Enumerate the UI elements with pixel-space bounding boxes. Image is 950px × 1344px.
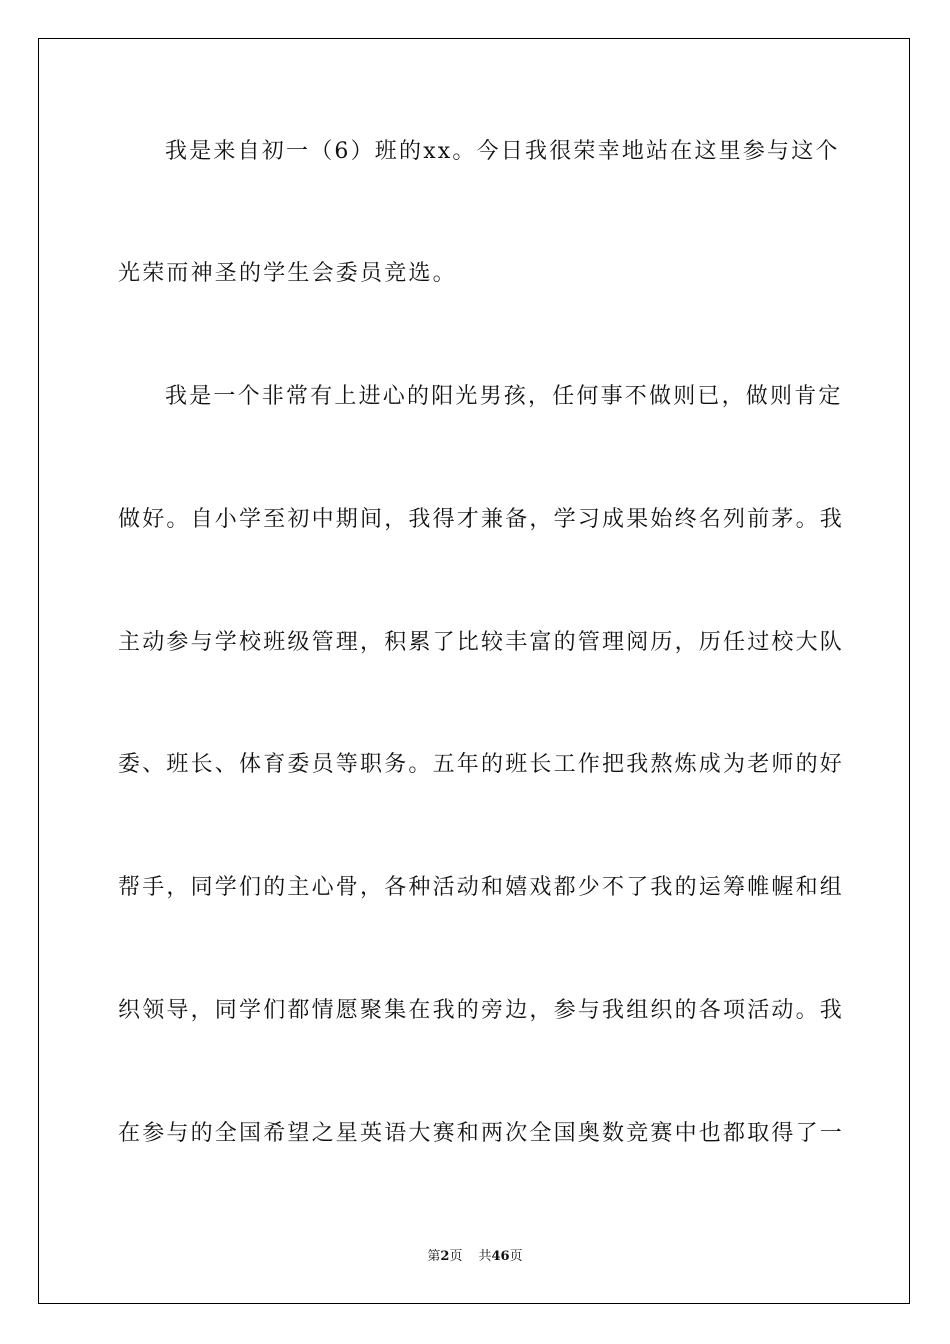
paragraph-1-line-2: 光荣而神圣的学生会委员竞选。 (118, 261, 457, 286)
paragraph-2-line-1: 我是一个非常有上进心的阳光男孩，任何事不做则已，做则肯定 (165, 384, 843, 409)
paragraph-2-line-6: 织领导，同学们都情愿聚集在我的旁边，参与我组织的各项活动。我 (118, 998, 845, 1023)
page-border (38, 38, 910, 1304)
paragraph-1-line-1: 我是来自初一（6）班的xx。今日我很荣幸地站在这里参与这个 (165, 139, 840, 164)
paragraph-2-line-2: 做好。自小学至初中期间，我得才兼备，学习成果始终名列前茅。我 (118, 507, 845, 532)
total-pages: 46 (491, 1249, 510, 1264)
total-suffix: 页 (509, 1249, 523, 1264)
total-prefix: 共 (478, 1249, 492, 1264)
page-suffix: 页 (449, 1249, 463, 1264)
paragraph-2-line-5: 帮手，同学们的主心骨，各种活动和嬉戏都少不了我的运筹帷幄和组 (118, 875, 845, 900)
paragraph-2-line-3: 主动参与学校班级管理，积累了比较丰富的管理阅历，历任过校大队 (118, 630, 845, 655)
paragraph-2-line-7: 在参与的全国希望之星英语大赛和两次全国奥数竞赛中也都取得了一 (118, 1121, 845, 1146)
page-prefix: 第 (427, 1249, 441, 1264)
paragraph-2-line-4: 委、班长、体育委员等职务。五年的班长工作把我熬炼成为老师的好 (118, 752, 845, 777)
page-footer (0, 1248, 950, 1266)
page-number: 2 (440, 1249, 450, 1264)
